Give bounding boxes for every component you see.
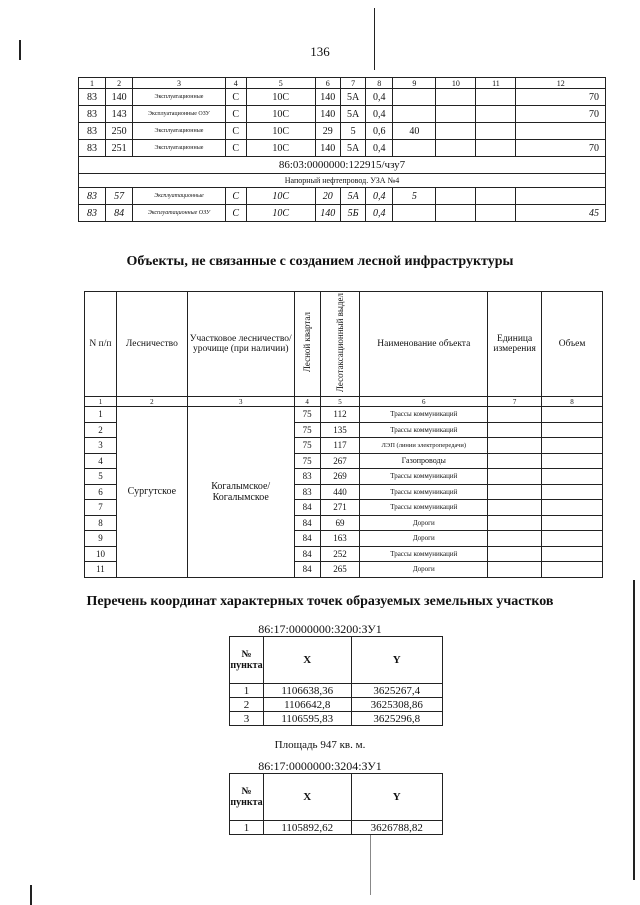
cell-plot: 117	[320, 438, 360, 454]
cell-10	[436, 106, 476, 123]
cell-object: Дороги	[360, 562, 488, 578]
cell-quarter: 75	[294, 453, 320, 469]
table-row	[79, 205, 606, 222]
cell-composition: 10С	[246, 205, 315, 222]
cell-density: 0,4	[366, 188, 393, 205]
cell-volume	[542, 500, 603, 516]
cell-num: 11	[85, 562, 117, 578]
cell-quarter: 84	[294, 531, 320, 547]
cell-unit	[488, 562, 542, 578]
cell-quarter: 83	[79, 123, 106, 140]
cell-class: 5	[341, 123, 366, 140]
header-district: Участковое лесничество/урочище (при наличии)	[187, 292, 294, 397]
scan-line-bottom-left	[30, 885, 32, 905]
cell-point: 2	[230, 698, 264, 712]
cell-9: 40	[393, 123, 436, 140]
table-row	[230, 712, 443, 726]
header-cell: 4	[225, 78, 246, 89]
header-cell: 8	[366, 78, 393, 89]
cell-num: 1	[85, 407, 117, 423]
cell-num: 5	[85, 469, 117, 485]
cell-9	[393, 89, 436, 106]
table-row	[79, 123, 606, 140]
cell-species: С	[225, 106, 246, 123]
header-cell: 11	[476, 78, 516, 89]
col-number: 5	[320, 397, 360, 407]
cell-num: 2	[85, 422, 117, 438]
cell-plot: 267	[320, 453, 360, 469]
cell-class: 5А	[341, 140, 366, 157]
cell-quarter: 84	[294, 515, 320, 531]
section-name-row	[79, 174, 606, 188]
table-row	[79, 140, 606, 157]
cell-volume: 45	[516, 205, 606, 222]
col-number: 2	[116, 397, 187, 407]
cell-quarter: 83	[79, 106, 106, 123]
cell-volume	[542, 438, 603, 454]
cell-x: 1105892,62	[263, 821, 351, 835]
column-number-row	[85, 397, 603, 407]
cell-unit	[488, 469, 542, 485]
header-cell: 5	[246, 78, 315, 89]
scan-line-center-top	[374, 8, 375, 70]
cell-quarter: 84	[294, 546, 320, 562]
header-num: N п/п	[85, 292, 117, 397]
cell-volume	[542, 562, 603, 578]
header-unit: Единица измерения	[488, 292, 542, 397]
header-quarter	[294, 292, 320, 397]
header-x: X	[263, 637, 351, 684]
cell-density: 0,6	[366, 123, 393, 140]
plot-code: 86:17:0000000:3200:ЗУ1	[258, 622, 382, 636]
cell-11	[476, 106, 516, 123]
cell-volume	[542, 469, 603, 485]
cell-quarter: 83	[79, 205, 106, 222]
cell-11	[476, 205, 516, 222]
cell-num: 8	[85, 515, 117, 531]
cell-volume	[542, 407, 603, 423]
cell-plot: 112	[320, 407, 360, 423]
cell-x: 1106638,36	[263, 684, 351, 698]
cell-plot: 135	[320, 422, 360, 438]
cell-category: Эксплуатационные	[133, 140, 225, 157]
cell-10	[436, 188, 476, 205]
section-title-non-infrastructure: Объекты, не связанные с созданием лесной инфраструктуры	[126, 254, 514, 269]
cell-y: 3625296,8	[351, 712, 443, 726]
cell-11	[476, 188, 516, 205]
cell-point: 1	[230, 684, 264, 698]
cell-unit	[488, 438, 542, 454]
header-forestry: Лесничество	[116, 292, 187, 397]
cell-age: 140	[315, 140, 340, 157]
header-plot-text: Лесотаксационный выдел	[334, 292, 345, 393]
col-number: 6	[360, 397, 488, 407]
cell-11	[476, 89, 516, 106]
cell-plot: 57	[105, 188, 132, 205]
header-cell: 12	[516, 78, 606, 89]
table-header-row	[85, 292, 603, 397]
cell-num: 3	[85, 438, 117, 454]
cell-9	[393, 140, 436, 157]
cell-plot: 440	[320, 484, 360, 500]
cell-plot: 271	[320, 500, 360, 516]
cell-quarter: 84	[294, 500, 320, 516]
col-number: 3	[187, 397, 294, 407]
cell-quarter: 83	[294, 484, 320, 500]
cell-object: Газопроводы	[360, 453, 488, 469]
section-code: 86:03:0000000:122915/чзу7	[79, 157, 606, 174]
cell-unit	[488, 407, 542, 423]
header-cell: 1	[79, 78, 106, 89]
table-row	[79, 106, 606, 123]
cell-class: 5Б	[341, 205, 366, 222]
cell-volume	[542, 422, 603, 438]
cell-plot: 269	[320, 469, 360, 485]
header-quarter-text: Лесной квартал	[302, 312, 313, 373]
cell-plot: 69	[320, 515, 360, 531]
cell-category: Эксплуатационные ОЗУ	[133, 205, 225, 222]
cell-unit	[488, 453, 542, 469]
cell-quarter: 83	[79, 89, 106, 106]
cell-object: Трассы коммуникаций	[360, 469, 488, 485]
header-x: X	[263, 774, 351, 821]
header-cell: 3	[133, 78, 225, 89]
cell-age: 20	[315, 188, 340, 205]
cell-9: 5	[393, 188, 436, 205]
coordinates-table	[229, 773, 443, 835]
cell-y: 3625308,86	[351, 698, 443, 712]
cell-object: Трассы коммуникаций	[360, 422, 488, 438]
cell-quarter: 83	[294, 469, 320, 485]
cell-quarter: 83	[79, 188, 106, 205]
cell-point: 3	[230, 712, 264, 726]
cell-x: 1106595,83	[263, 712, 351, 726]
cell-volume	[542, 484, 603, 500]
cell-num: 4	[85, 453, 117, 469]
cell-plot: 143	[105, 106, 132, 123]
cell-plot: 250	[105, 123, 132, 140]
cell-age: 140	[315, 89, 340, 106]
table-header-row	[79, 78, 606, 89]
cell-y: 3626788,82	[351, 821, 443, 835]
cell-composition: 10С	[246, 123, 315, 140]
cell-unit	[488, 422, 542, 438]
col-number: 8	[542, 397, 603, 407]
cell-category: Эксплуатационные ОЗУ	[133, 106, 225, 123]
header-cell: 7	[341, 78, 366, 89]
cell-forestry: Сургутское	[116, 407, 187, 578]
table-row	[79, 188, 606, 205]
cell-plot: 265	[320, 562, 360, 578]
cell-class: 5А	[341, 106, 366, 123]
objects-table	[84, 291, 603, 578]
cell-species: С	[225, 140, 246, 157]
cell-object: Трассы коммуникаций	[360, 500, 488, 516]
cell-species: С	[225, 205, 246, 222]
cell-y: 3625267,4	[351, 684, 443, 698]
cell-composition: 10С	[246, 188, 315, 205]
header-cell: 6	[315, 78, 340, 89]
cell-10	[436, 205, 476, 222]
cell-object: Трассы коммуникаций	[360, 407, 488, 423]
cell-unit	[488, 546, 542, 562]
section-name: Напорный нефтепровод. УЗА №4	[79, 174, 606, 188]
plot-code: 86:17:0000000:3204:ЗУ1	[258, 759, 382, 773]
cell-age: 140	[315, 106, 340, 123]
table-row	[79, 89, 606, 106]
cell-plot: 84	[105, 205, 132, 222]
cell-9	[393, 205, 436, 222]
cell-quarter: 83	[79, 140, 106, 157]
continuation-table	[78, 77, 606, 222]
cell-density: 0,4	[366, 205, 393, 222]
table-row	[230, 698, 443, 712]
cell-density: 0,4	[366, 89, 393, 106]
cell-category: Эксплуатационные	[133, 123, 225, 140]
cell-quarter: 75	[294, 438, 320, 454]
cell-age: 29	[315, 123, 340, 140]
header-object: Наименование объекта	[360, 292, 488, 397]
table-header-row	[230, 774, 443, 821]
header-point-num: № пункта	[230, 774, 264, 821]
section-code-row	[79, 157, 606, 174]
table-header-row	[230, 637, 443, 684]
cell-class: 5А	[341, 89, 366, 106]
cell-district: Когалымское/ Когалымское	[187, 407, 294, 578]
cell-plot: 251	[105, 140, 132, 157]
cell-11	[476, 140, 516, 157]
header-cell: 10	[436, 78, 476, 89]
cell-plot: 140	[105, 89, 132, 106]
cell-composition: 10С	[246, 89, 315, 106]
cell-object: ЛЭП (линии электропередачи)	[360, 438, 488, 454]
table-row	[85, 407, 603, 423]
cell-unit	[488, 515, 542, 531]
header-cell: 9	[393, 78, 436, 89]
cell-composition: 10С	[246, 106, 315, 123]
cell-unit	[488, 500, 542, 516]
cell-density: 0,4	[366, 140, 393, 157]
cell-num: 6	[85, 484, 117, 500]
col-number: 4	[294, 397, 320, 407]
cell-species: С	[225, 188, 246, 205]
cell-volume: 70	[516, 89, 606, 106]
cell-quarter: 75	[294, 407, 320, 423]
cell-quarter: 84	[294, 562, 320, 578]
header-point-num: № пункта	[230, 637, 264, 684]
cell-class: 5А	[341, 188, 366, 205]
page-number: 136	[310, 44, 330, 59]
cell-category: Эксплуатационные	[133, 188, 225, 205]
scan-line-center-bottom	[370, 835, 371, 895]
col-number: 7	[488, 397, 542, 407]
cell-volume	[516, 123, 606, 140]
cell-num: 10	[85, 546, 117, 562]
cell-unit	[488, 484, 542, 500]
cell-object: Трассы коммуникаций	[360, 546, 488, 562]
cell-10	[436, 89, 476, 106]
cell-point: 1	[230, 821, 264, 835]
cell-volume: 70	[516, 140, 606, 157]
coordinates-table	[229, 636, 443, 726]
cell-volume: 70	[516, 106, 606, 123]
cell-volume	[542, 531, 603, 547]
header-y: Y	[351, 637, 443, 684]
header-y: Y	[351, 774, 443, 821]
cell-species: С	[225, 89, 246, 106]
cell-age: 140	[315, 205, 340, 222]
cell-plot: 252	[320, 546, 360, 562]
cell-10	[436, 123, 476, 140]
cell-x: 1106642,8	[263, 698, 351, 712]
cell-object: Дороги	[360, 515, 488, 531]
col-number: 1	[85, 397, 117, 407]
cell-10	[436, 140, 476, 157]
cell-object: Трассы коммуникаций	[360, 484, 488, 500]
cell-object: Дороги	[360, 531, 488, 547]
table-row	[230, 821, 443, 835]
cell-volume	[542, 453, 603, 469]
header-volume: Объем	[542, 292, 603, 397]
cell-density: 0,4	[366, 106, 393, 123]
cell-unit	[488, 531, 542, 547]
cell-category: Эксплуатационные	[133, 89, 225, 106]
header-plot	[320, 292, 360, 397]
cell-volume	[542, 515, 603, 531]
header-cell: 2	[105, 78, 132, 89]
cell-quarter: 75	[294, 422, 320, 438]
section-title-coordinates: Перечень координат характерных точек образуемых земельных участков	[86, 594, 554, 609]
cell-composition: 10С	[246, 140, 315, 157]
cell-plot: 163	[320, 531, 360, 547]
cell-num: 9	[85, 531, 117, 547]
cell-species: С	[225, 123, 246, 140]
cell-11	[476, 123, 516, 140]
cell-9	[393, 106, 436, 123]
cell-volume	[516, 188, 606, 205]
cell-num: 7	[85, 500, 117, 516]
plot-area: Площадь 947 кв. м.	[274, 739, 366, 751]
table-row	[230, 684, 443, 698]
cell-volume	[542, 546, 603, 562]
